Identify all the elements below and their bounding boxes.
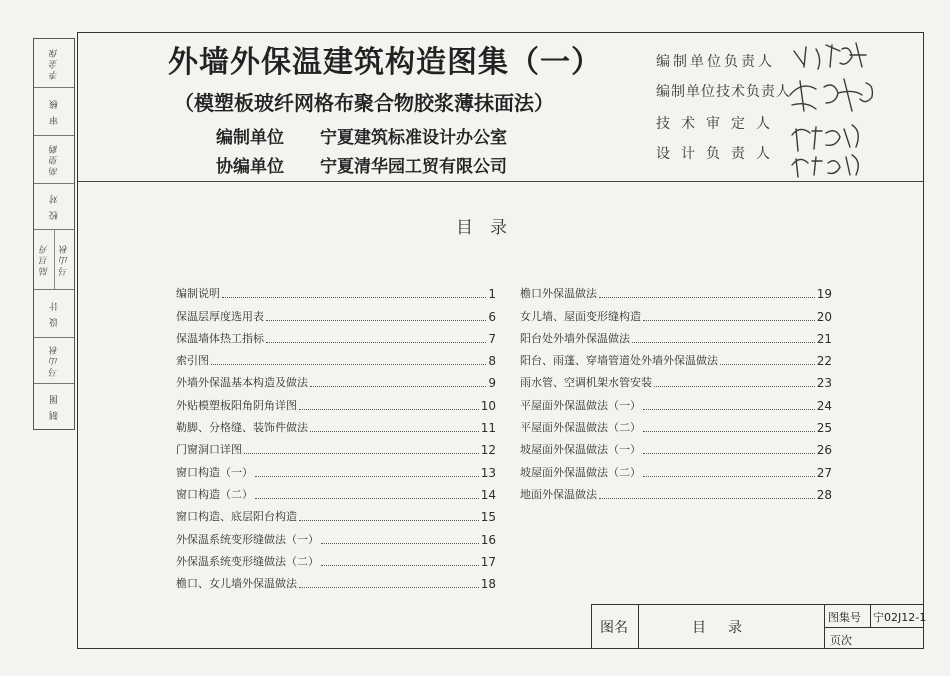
toc-dot-leader — [643, 476, 815, 477]
toc-entry-title: 保温层厚度选用表 — [176, 309, 264, 323]
side-cell-drafting-label — [34, 383, 74, 429]
toc-entry-title: 编制说明 — [176, 287, 220, 301]
toc-dot-leader — [211, 364, 486, 365]
toc-dot-leader — [643, 409, 815, 410]
co-compiler-label: 协编单位 — [216, 157, 284, 177]
toc-dot-leader — [222, 297, 486, 298]
co-compiler-row — [216, 152, 507, 177]
toc-entry — [520, 435, 832, 457]
compiler-label: 编制单位 — [216, 128, 284, 148]
title-block-divider — [638, 605, 639, 649]
toc-entry-title: 勒脚、分格缝、装饰件做法 — [176, 421, 308, 435]
toc-dot-leader — [321, 565, 479, 566]
toc-dot-leader — [643, 431, 815, 432]
toc-entry-title: 坡屋面外保温做法（二） — [520, 465, 641, 479]
title-block-row-divider — [824, 627, 924, 628]
toc-entry — [176, 569, 496, 591]
toc-entry — [520, 390, 832, 412]
toc-entry — [176, 435, 496, 457]
toc-entry-page: 1 — [488, 287, 496, 302]
toc-entry — [176, 502, 496, 524]
side-cell-review-label — [34, 87, 74, 136]
toc-dot-leader — [632, 342, 815, 343]
toc-entry-title: 门窗洞口详图 — [176, 443, 242, 457]
toc-dot-leader — [720, 364, 815, 365]
toc-dot-leader — [255, 476, 479, 477]
toc-dot-leader — [244, 453, 479, 454]
toc-dot-leader — [266, 320, 486, 321]
title-block — [591, 604, 927, 649]
side-cell-design-label — [34, 289, 74, 338]
toc-entry-title: 女儿墙、屋面变形缝构造 — [520, 309, 641, 323]
page-label: 页次 — [830, 634, 852, 647]
toc-entry-title: 雨水管、空调机架水管安装 — [520, 376, 652, 390]
toc-entry — [176, 547, 496, 569]
responsible-technical-approver: 技术审定人 — [656, 116, 781, 132]
toc-entry-title: 地面外保温做法 — [520, 487, 597, 501]
toc-dot-leader — [299, 409, 479, 410]
toc-entry-page: 16 — [480, 532, 496, 547]
toc-dot-leader — [266, 342, 486, 343]
toc-entry-page: 9 — [488, 376, 496, 391]
toc-entry-title: 保温墙体热工指标 — [176, 331, 264, 345]
toc-dot-leader — [310, 431, 479, 432]
toc-entry-page: 15 — [480, 510, 496, 525]
side-signature-right-half — [54, 229, 74, 289]
toc-entry-title: 外墙外保温基本构造及做法 — [176, 376, 308, 390]
toc-dot-leader — [299, 520, 479, 521]
toc-dot-leader — [255, 498, 479, 499]
toc-entry — [176, 390, 496, 412]
side-cell-check-label — [34, 183, 74, 230]
side-cell-signature-pair — [34, 229, 74, 290]
toc-entry — [520, 413, 832, 435]
drawing-name: 目 录 — [692, 620, 746, 636]
toc-entry-page: 18 — [480, 577, 496, 592]
toc-dot-leader — [299, 587, 479, 588]
toc-entry-title: 窗口构造（二） — [176, 487, 253, 501]
toc-dot-leader — [599, 498, 815, 499]
title-block-divider — [870, 605, 871, 627]
toc-entry — [176, 524, 496, 546]
toc-entry — [176, 413, 496, 435]
toc-entry-page: 8 — [488, 354, 496, 369]
toc-entry-page: 12 — [480, 443, 496, 458]
toc-entry — [176, 457, 496, 479]
toc-entry — [520, 457, 832, 479]
compiler-name: 宁夏建筑标准设计办公室 — [320, 128, 507, 148]
toc-entry-page: 13 — [480, 465, 496, 480]
side-signature: 李金保 — [49, 46, 60, 80]
toc-entry-page: 21 — [816, 331, 832, 346]
toc-entry-title: 坡屋面外保温做法（一） — [520, 443, 641, 457]
toc-entry — [176, 279, 496, 301]
toc-entry-title: 外保温系统变形缝做法（一） — [176, 532, 319, 546]
side-signature: 胡望鹤 — [49, 142, 60, 176]
toc-entry-page: 20 — [816, 309, 832, 324]
side-label: 审 核 — [49, 97, 60, 125]
header-separator — [78, 181, 923, 182]
toc-entry — [520, 346, 832, 368]
side-cell-signature-2 — [34, 135, 74, 184]
side-signature-strip — [33, 38, 75, 430]
toc-entry — [520, 279, 832, 301]
responsible-design-head: 设计负责人 — [656, 146, 781, 162]
toc-entry-page: 19 — [816, 287, 832, 302]
side-signature: 马山秋 — [49, 343, 60, 377]
side-cell-signature-1 — [34, 39, 74, 88]
toc-dot-leader — [643, 453, 815, 454]
side-label: 设 计 — [49, 299, 60, 327]
toc-entry-page: 26 — [816, 443, 832, 458]
toc-entry-page: 17 — [480, 554, 496, 569]
toc-entry — [176, 324, 496, 346]
toc-dot-leader — [599, 297, 815, 298]
toc-entry-page: 14 — [480, 487, 496, 502]
toc-entry-page: 22 — [816, 354, 832, 369]
toc-entry-title: 平屋面外保温做法（二） — [520, 421, 641, 435]
toc-entry-title: 外贴模塑板阳角阴角详图 — [176, 398, 297, 412]
co-compiler-name: 宁夏清华园工贸有限公司 — [320, 157, 507, 177]
toc-dot-leader — [654, 386, 815, 387]
toc-entry-page: 28 — [816, 487, 832, 502]
toc-entry — [176, 346, 496, 368]
toc-entry-title: 外保温系统变形缝做法（二） — [176, 554, 319, 568]
toc-entry-page: 11 — [480, 421, 496, 436]
compiler-row — [216, 123, 507, 148]
atlas-subtitle: （模塑板玻纤网格布聚合物胶浆薄抹面法） — [174, 91, 554, 115]
toc-heading: 目 录 — [456, 218, 507, 238]
atlas-title: 外墙外保温建筑构造图集（一） — [168, 45, 602, 80]
toc-entry-title: 索引图 — [176, 354, 209, 368]
side-cell-signature-3 — [34, 337, 74, 384]
toc-entry — [520, 301, 832, 323]
toc-entry-title: 平屋面外保温做法（一） — [520, 398, 641, 412]
side-label: 制 图 — [49, 392, 60, 420]
toc-entry-title: 檐口外保温做法 — [520, 287, 597, 301]
drawing-name-label: 图名 — [600, 620, 628, 636]
toc-entry — [520, 324, 832, 346]
toc-column-right — [520, 279, 832, 502]
toc-entry-page: 7 — [488, 331, 496, 346]
toc-entry-title: 窗口构造（一） — [176, 465, 253, 479]
atlas-number: 宁02J12-1 — [873, 611, 927, 624]
toc-entry-page: 6 — [488, 309, 496, 324]
drawing-frame — [77, 32, 927, 649]
toc-entry-page: 10 — [480, 398, 496, 413]
toc-dot-leader — [321, 543, 479, 544]
toc-entry-page: 24 — [816, 398, 832, 413]
toc-dot-leader — [310, 386, 486, 387]
atlas-number-label: 图集号 — [828, 611, 861, 624]
toc-entry — [520, 480, 832, 502]
toc-column-left — [176, 279, 496, 591]
toc-dot-leader — [643, 320, 815, 321]
toc-entry-title: 阳台处外墙外保温做法 — [520, 331, 630, 345]
toc-entry — [176, 301, 496, 323]
toc-entry — [520, 368, 832, 390]
side-signature-left-half — [34, 229, 55, 289]
side-label: 校 对 — [49, 192, 60, 220]
toc-entry — [176, 368, 496, 390]
side-signature: 马山秋 — [59, 242, 70, 276]
responsible-technical-head: 编制单位技术负责人 — [656, 84, 791, 100]
toc-entry-title: 檐口、女儿墙外保温做法 — [176, 577, 297, 591]
responsible-compiler-head: 编制单位负责人 — [656, 54, 775, 70]
toc-entry-page: 27 — [816, 465, 832, 480]
toc-entry-page: 25 — [816, 421, 832, 436]
toc-entry-title: 阳台、雨蓬、穿墙管道处外墙外保温做法 — [520, 354, 718, 368]
handwritten-signatures — [786, 39, 906, 179]
toc-entry — [176, 480, 496, 502]
toc-entry-page: 23 — [816, 376, 832, 391]
toc-entry-title: 窗口构造、底层阳台构造 — [176, 510, 297, 524]
side-signature: 陆旦舟 — [39, 242, 50, 276]
